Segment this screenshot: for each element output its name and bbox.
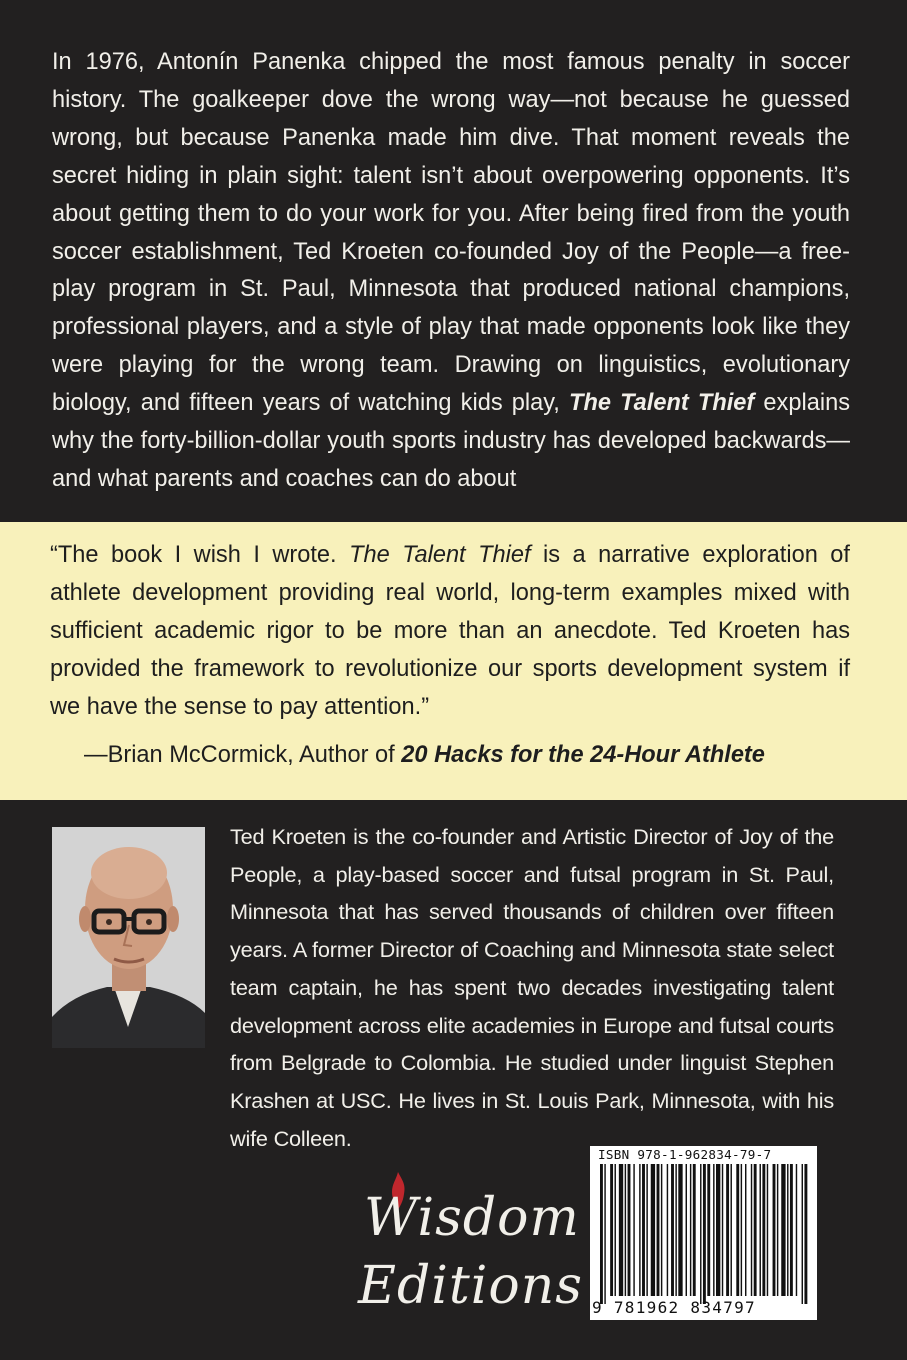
barcode-bar	[657, 1164, 660, 1296]
barcode-bar	[781, 1164, 785, 1296]
barcode-bar	[760, 1164, 761, 1296]
barcode-bar	[671, 1164, 674, 1296]
barcode-bar	[754, 1164, 757, 1296]
quote-text-part-2: is a narrative exploration of athlete development providing real world, long-term examples mixed with sufficient academic rigor to be more than an anecdote. Ted Kroeten has provided the framework to revolutionize our sports development system if we have the sense to pay attention.”	[50, 542, 850, 720]
barcode-bar	[790, 1164, 793, 1296]
barcode-bar	[633, 1164, 634, 1296]
logo-line-2: Editions	[358, 1256, 583, 1316]
barcode-bar	[600, 1164, 603, 1304]
barcode-bar	[745, 1164, 746, 1296]
barcode-bar	[651, 1164, 655, 1296]
attribution-author: —Brian McCormick, Author of	[84, 742, 402, 768]
blurb-paragraph	[52, 44, 850, 499]
blurb-text-part-1: In 1976, Antonín Panenka chipped the most famous penalty in soccer history. The goalkeeper dove the wrong way—not because he guessed wrong, but because Panenka made him dive. That moment reveals the secret hiding in plain sight: talent isn’t about overpowering opponents. It’s about getting them to do your work for you. After being fired from the youth soccer establishment, Ted Kroeten co-founded Joy of the People—a free-play program in St. Paul, Minnesota that produced national champions, professional players, and a style of play that made opponents look like they were playing for the wrong team. Drawing on linguistics, evolutionary biology, and fifteen years of watching kids play,	[52, 49, 850, 417]
barcode-bar	[751, 1164, 752, 1296]
author-bio	[230, 818, 834, 1157]
bio-text: Ted Kroeten is the co-founder and Artistic Director of Joy of the People, a play-based soccer and futsal program in St. Paul, Minnesota that has served thousands of children over fifteen years. A former Director of Coaching and Minnesota state select team captain, he has spent two decades investigating talent development across elite academies in Europe and futsal courts from Belgrade to Colombia. He studied under linguist Stephen Krashen at USC. He lives in St. Louis Park, Minnesota, with his wife Colleen.	[230, 824, 834, 1151]
attribution-book-title: 20 Hacks for the 24-Hour Athlete	[401, 742, 765, 768]
barcode-bar	[700, 1164, 701, 1304]
quote-book-title: The Talent Thief	[349, 542, 531, 568]
barcode-bar	[716, 1164, 720, 1296]
barcode-bar	[678, 1164, 682, 1296]
barcode-bar	[703, 1164, 706, 1304]
barcode-bar	[713, 1164, 714, 1296]
barcode-bar	[639, 1164, 640, 1296]
quote-text-part-1: “The book I wish I wrote.	[50, 542, 350, 568]
barcode-bar	[619, 1164, 623, 1296]
endorsement-quote	[50, 536, 850, 726]
blurb-book-title: The Talent Thief	[569, 390, 755, 417]
barcode-bar	[690, 1164, 691, 1296]
barcode-bar	[726, 1164, 729, 1296]
barcode-bar	[625, 1164, 626, 1296]
author-photo	[52, 827, 205, 1048]
barcode-bar	[615, 1164, 616, 1296]
isbn-label: ISBN 978-1-962834-79-7	[598, 1147, 772, 1162]
barcode-bar	[667, 1164, 668, 1296]
barcode-bar	[802, 1164, 803, 1304]
barcode-bar	[686, 1164, 687, 1296]
blurb-text-part-2: explains why the forty-billion-dollar youth sports industry has developed backwards—and what parents and coaches can do about	[52, 390, 850, 492]
barcode-bar	[646, 1164, 647, 1296]
barcode-bar	[804, 1164, 807, 1304]
endorsement-attribution	[84, 736, 864, 774]
barcode-bar	[796, 1164, 797, 1296]
barcode-bar	[661, 1164, 662, 1296]
back-cover-blurb	[52, 44, 850, 499]
ean-digits: 9 781962 834797	[592, 1298, 756, 1317]
barcode-bar	[787, 1164, 788, 1296]
barcode-bar	[707, 1164, 710, 1296]
barcode-bar	[731, 1164, 732, 1296]
barcode-bars	[594, 1164, 813, 1304]
barcode-bar	[736, 1164, 739, 1296]
publisher-logo	[358, 1172, 583, 1332]
barcode-bar	[741, 1164, 742, 1296]
barcode-bar	[610, 1164, 613, 1296]
barcode-bar	[693, 1164, 696, 1296]
barcode-bar	[762, 1164, 765, 1296]
barcode-bar	[642, 1164, 645, 1296]
logo-line-1: Wisdom	[364, 1188, 580, 1248]
author-portrait-illustration	[52, 827, 205, 1048]
barcode-bar	[773, 1164, 776, 1296]
barcode-bar	[767, 1164, 768, 1296]
barcode-bar	[604, 1164, 605, 1304]
barcode-bar	[628, 1164, 631, 1296]
quote-paragraph	[50, 536, 850, 726]
barcode-bar	[722, 1164, 723, 1296]
barcode-bar	[675, 1164, 676, 1296]
isbn-barcode	[590, 1146, 817, 1320]
barcode-bar	[777, 1164, 778, 1296]
